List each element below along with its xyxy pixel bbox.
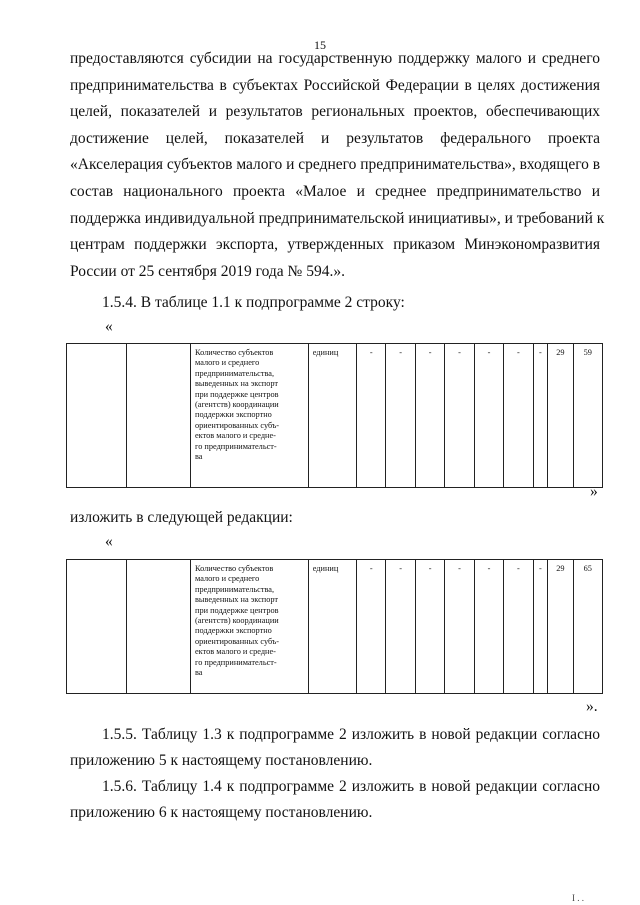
desc-line: ектов малого и средне- [195,431,276,441]
value-cell: - [357,560,386,694]
intro-line: центрам поддержки экспорта, утвержденных приказом Минэкономразвития [70,236,600,254]
desc-line: (агентств) координации [195,400,279,410]
quote-open-old: « [105,318,113,335]
table-row-old [66,343,603,488]
indicator-description [191,560,309,694]
page-number: 15 [314,38,326,52]
value-cell: - [445,344,474,488]
table-cell-blank [126,344,190,488]
desc-line: го предпринимательст- [195,657,277,667]
footer-mark: I . . [572,893,584,903]
unit-cell: единиц [308,560,356,694]
desc-line: ориентированных субъ- [195,420,280,430]
value-cell: - [474,560,503,694]
desc-line: ектов малого и средне- [195,647,276,657]
desc-line: малого и среднего [195,358,260,368]
intro-line: «Акселерация субъектов малого и среднего предпринимательства», входящего в [70,156,601,174]
table-cell-number [67,560,127,694]
item-1-5-6-line2: приложению 6 к настоящему постановлению. [70,804,373,821]
value-cell: - [504,344,533,488]
intro-line: предпринимательства в субъектах Российской Федерации в целях достижения [70,76,600,94]
desc-line: предпринимательства, [195,368,275,378]
desc-line: при поддержке центров [195,389,279,399]
desc-line: ориентированных субъ- [195,636,280,646]
indicator-description [191,344,309,488]
value-cell: - [533,560,548,694]
desc-line: выведенных на экспорт [195,379,279,389]
quote-close-new: ». [586,698,598,715]
desc-line: Количество субъектов [195,564,274,573]
intro-line: предоставляются субсидии на государственную поддержку малого и среднего [70,50,600,67]
value-cell: - [357,344,386,488]
item-1-5-5-line2: приложению 5 к настоящему постановлению. [70,752,373,769]
replace-instruction: изложить в следующей редакции: [70,509,293,526]
desc-line: ва [195,452,203,462]
desc-line: го предпринимательст- [195,441,277,451]
item-1-5-6-line1: 1.5.6. Таблицу 1.4 к подпрограмме 2 изложить в новой редакции согласно [102,778,600,795]
intro-line: состав национального проекта «Малое и среднее предпринимательство и [70,182,600,200]
value-cell: 29 [548,344,573,488]
value-cell: - [504,560,533,694]
intro-paragraph [70,46,605,285]
desc-line: поддержки экспортно [195,410,272,420]
desc-line: при поддержке центров [195,605,279,615]
desc-line: (агентств) координации [195,616,279,626]
quote-open-new: « [105,533,113,550]
value-cell: 65 [573,560,603,694]
table-row [67,344,603,488]
value-cell: - [386,560,415,694]
desc-line: выведенных на экспорт [195,595,279,605]
table-cell-blank [126,560,190,694]
item-1-5-5-line1: 1.5.5. Таблицу 1.3 к подпрограмме 2 изложить в новой редакции согласно [102,726,600,743]
quote-close-old: » [590,483,598,500]
value-cell: 29 [548,560,573,694]
intro-line: достижение целей, показателей и результатов федерального проекта [70,129,600,147]
table-cell-number [67,344,127,488]
value-cell: 59 [573,344,603,488]
desc-line: ва [195,668,203,678]
intro-line: целей, показателей и результатов региональных проектов, обеспечивающих [70,103,600,121]
desc-line: малого и среднего [195,574,260,584]
item-1-5-4: 1.5.4. В таблице 1.1 к подпрограмме 2 строку: [102,294,405,311]
intro-line: поддержка индивидуальной предпринимательской инициативы», и требований к [70,209,605,227]
desc-line: поддержки экспортно [195,626,272,636]
unit-cell: единиц [308,344,356,488]
desc-line: предпринимательства, [195,584,275,594]
value-cell: - [415,344,444,488]
value-cell: - [445,560,474,694]
table-row-new [66,559,603,694]
desc-line: Количество субъектов [195,348,274,357]
value-cell: - [386,344,415,488]
value-cell: - [533,344,548,488]
table-row [67,560,603,694]
intro-line: России от 25 сентября 2019 года № 594.». [70,262,345,280]
value-cell: - [415,560,444,694]
value-cell: - [474,344,503,488]
